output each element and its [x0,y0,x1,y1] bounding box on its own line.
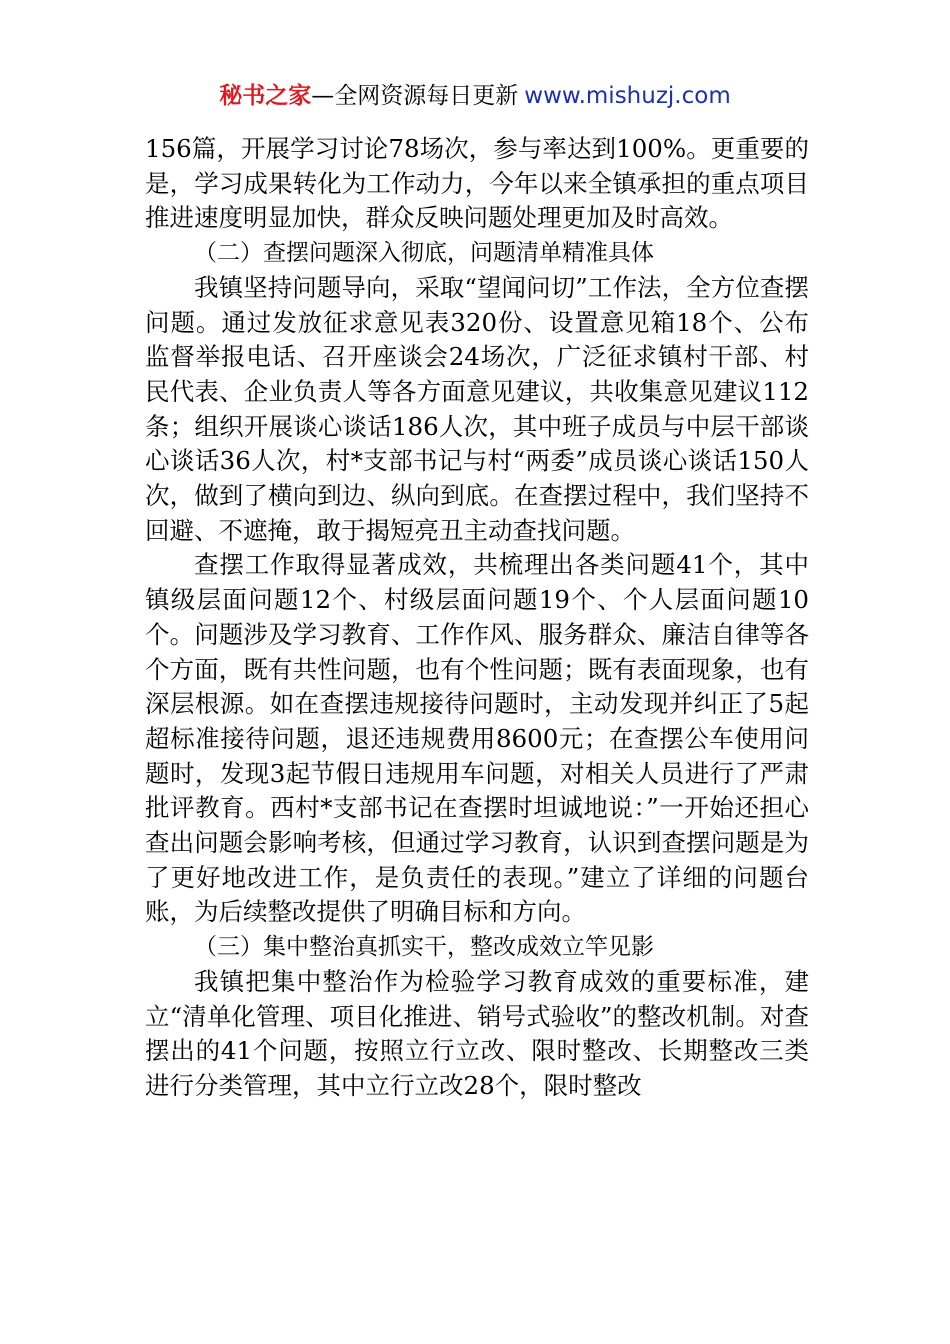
body-paragraph: 查摆工作取得显著成效，共梳理出各类问题41个，其中镇级层面问题12个、村级层面问题19个、个人层面问题10个。问题涉及学习教育、工作作风、服务群众、廉洁自律等各个方面，既有共性问题，也有个性问题；既有表面现象，也有深层根源。如在查摆违规接待问题时，主动发现并纠正了5起超标准接待问题，退还违规费用8600元；在查摆公车使用问题时，发现3起节假日违规用车问题，对相关人员进行了严肃批评教育。西村*支部书记在查摆时坦诚地说：”一开始还担心查出问题会影响考核，但通过学习教育，认识到查摆问题是为了更好地改进工作，是负责任的表现。”建立了详细的问题台账，为后续整改提供了明确目标和方向。 [145,550,809,927]
header-tagline: —全网资源每日更新 [311,83,519,109]
site-url-link[interactable]: www.mishuzj.com [524,83,731,109]
paragraph-continuation: 156篇，开展学习讨论78场次，参与率达到100%。更重要的是，学习成果转化为工作动力，今年以来全镇承担的重点项目推进速度明显加快，群众反映问题处理更加及时高效。 [145,134,809,233]
document-body [145,132,809,1104]
section-heading-2: （二）查摆问题深入彻底，问题清单精准具体 [194,240,654,267]
page-header [0,80,950,112]
body-paragraph: 我镇把集中整治作为检验学习教育成效的重要标准，建立“清单化管理、项目化推进、销号式验收”的整改机制。对查摆出的41个问题，按照立行立改、限时整改、长期整改三类进行分类管理，其中立行立改28个，限时整改 [145,966,809,1100]
brand-name: 秘书之家 [219,83,312,109]
section-heading-3: （三）集中整治真抓实干，整改成效立竿见影 [194,934,654,961]
body-paragraph: 我镇坚持问题导向，采取“望闻问切”工作法，全方位查摆问题。通过发放征求意见表320份、设置意见箱18个、公布监督举报电话、召开座谈会24场次，广泛征求镇村干部、村民代表、企业负责人等各方面意见建议，共收集意见建议112条；组织开展谈心谈话186人次，其中班子成员与中层干部谈心谈话36人次，村*支部书记与村“两委”成员谈心谈话150人次，做到了横向到边、纵向到底。在查摆过程中，我们坚持不回避、不遮掩，敢于揭短亮丑主动查找问题。 [145,272,809,545]
